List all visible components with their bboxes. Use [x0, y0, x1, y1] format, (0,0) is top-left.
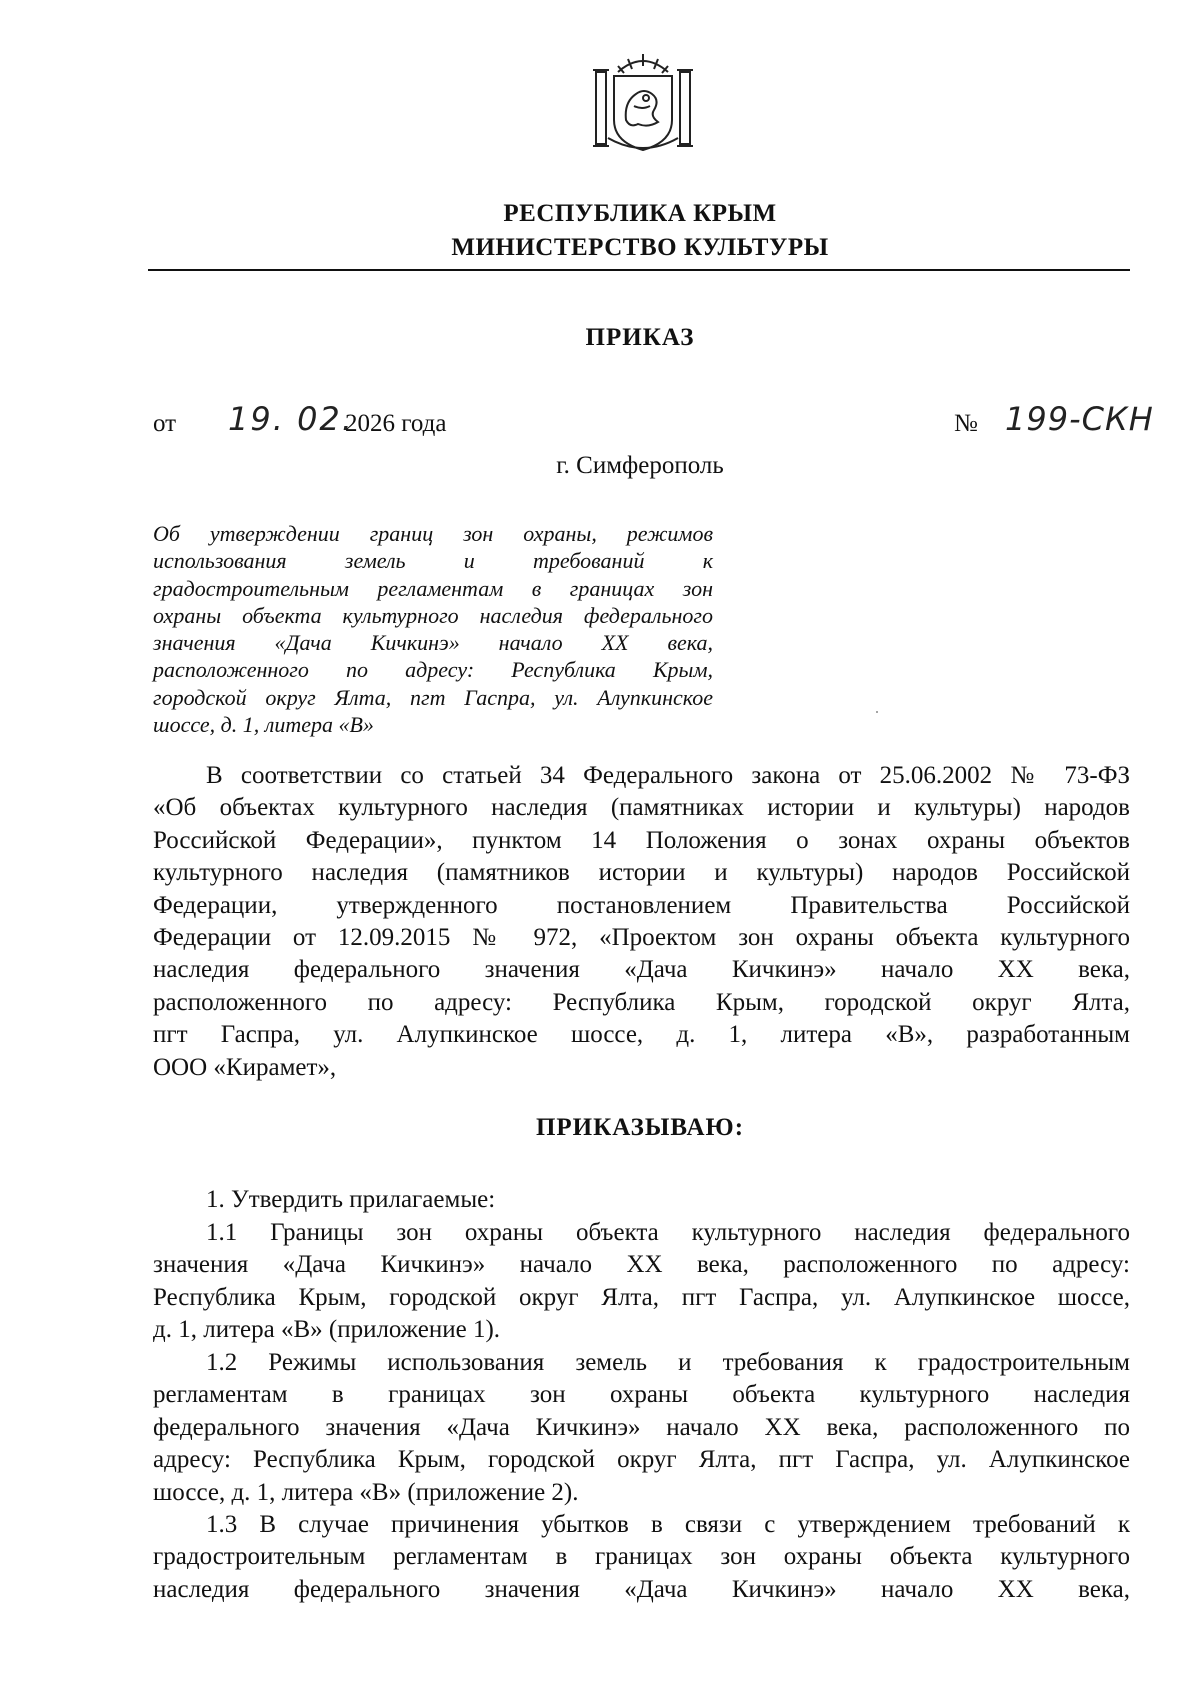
item-1-3 — [153, 1509, 1130, 1606]
preamble-line: наследия федерального значения «Дача Кичкинэ» начало XX века, — [153, 956, 1130, 984]
number-prefix: № — [954, 410, 978, 437]
item-1-2-line: шоссе, д. 1, литера «В» (приложение 2). — [153, 1478, 579, 1506]
item-1-2 — [153, 1347, 1130, 1509]
item-1-3-line: наследия федерального значения «Дача Кичкинэ» начало XX века, — [153, 1575, 1130, 1603]
organization-name-line1: РЕСПУБЛИКА КРЫМ — [503, 200, 777, 227]
item-1-1-line: д. 1, литера «В» (приложение 1). — [153, 1316, 501, 1344]
preamble-line: В соответствии со статьей 34 Федерального закона от 25.06.2002 № 73-ФЗ — [206, 762, 1130, 789]
preamble-line: «Об объектах культурного наследия (памятниках истории и культуры) народов — [153, 794, 1130, 822]
preamble-line: пгт Гаспра, ул. Алупкинское шоссе, д. 1, литера «В», разработанным — [153, 1021, 1130, 1049]
document-type-title: ПРИКАЗ — [585, 324, 695, 351]
handwritten-date: 19. 02. — [228, 400, 354, 438]
subject-line: Об утверждении границ зон охраны, режимов — [153, 521, 713, 546]
item-1-1-line: значения «Дача Кичкинэ» начало XX века, расположенного по адресу: — [153, 1251, 1130, 1279]
preamble-line: Федерации, утвержденного постановлением Правительства Российской — [153, 891, 1130, 919]
subject-line: городской округ Ялта, пгт Гаспра, ул. Алупкинское — [153, 684, 713, 710]
order-subject — [153, 520, 713, 738]
item-1-2-line: регламентам в границах зон охраны объекта культурного наследия — [153, 1381, 1130, 1409]
organization-name-line2: МИНИСТЕРСТВО КУЛЬТУРЫ — [451, 234, 829, 261]
orders-heading: ПРИКАЗЫВАЮ: — [535, 1114, 745, 1141]
item-1-1-line: 1.1 Границы зон охраны объекта культурного наследия федерального — [206, 1219, 1130, 1246]
date-prefix: от — [153, 410, 177, 437]
item-1-2-line: федерального значения «Дача Кичкинэ» начало XX века, расположенного по — [153, 1413, 1130, 1441]
subject-line: значения «Дача Кичкинэ» начало XX века, — [153, 630, 713, 656]
preamble-line: расположенного по адресу: Республика Крым, городской округ Ялта, — [153, 988, 1130, 1016]
header-divider — [148, 269, 1130, 271]
preamble-line: ООО «Кирамет», — [153, 1053, 337, 1081]
item-1-1 — [153, 1217, 1130, 1347]
scan-speck — [876, 711, 878, 713]
preamble-paragraph — [153, 760, 1130, 1084]
preamble-line: Российской Федерации», пунктом 14 Положения о зонах охраны объектов — [153, 826, 1130, 854]
preamble-line: культурного наследия (памятников истории и культуры) народов Российской — [153, 859, 1130, 887]
item-1-1-line: Республика Крым, городской округ Ялта, пгт Гаспра, ул. Алупкинское шоссе, — [153, 1283, 1130, 1311]
subject-line: использования земель и требований к — [153, 548, 713, 574]
item-1 — [153, 1184, 1130, 1216]
preamble-line: Федерации от 12.09.2015 № 972, «Проектом зон охраны объекта культурного — [153, 924, 1130, 952]
subject-line: охраны объекта культурного наследия федерального — [153, 602, 713, 628]
handwritten-order-number: 199-СКН — [1005, 400, 1154, 438]
item-1-text: 1. Утвердить прилагаемые: — [206, 1186, 496, 1213]
item-1-2-line: адресу: Республика Крым, городской округ Ялта, пгт Гаспра, ул. Алупкинское — [153, 1446, 1130, 1474]
item-1-3-line: градостроительным регламентам в границах зон охраны объекта культурного — [153, 1543, 1130, 1571]
date-year: 2026 года — [345, 410, 447, 437]
subject-line: расположенного по адресу: Республика Крым, — [153, 657, 713, 683]
city-of-issue: г. Симферополь — [556, 452, 724, 479]
item-1-2-line: 1.2 Режимы использования земель и требования к градостроительным — [206, 1349, 1130, 1376]
subject-line: градостроительным регламентам в границах зон — [153, 575, 713, 601]
crimea-coat-of-arms-icon — [588, 50, 698, 160]
subject-line: шоссе, д. 1, литера «В» — [153, 712, 374, 738]
item-1-3-line: 1.3 В случае причинения убытков в связи с утверждением требований к — [206, 1511, 1130, 1538]
